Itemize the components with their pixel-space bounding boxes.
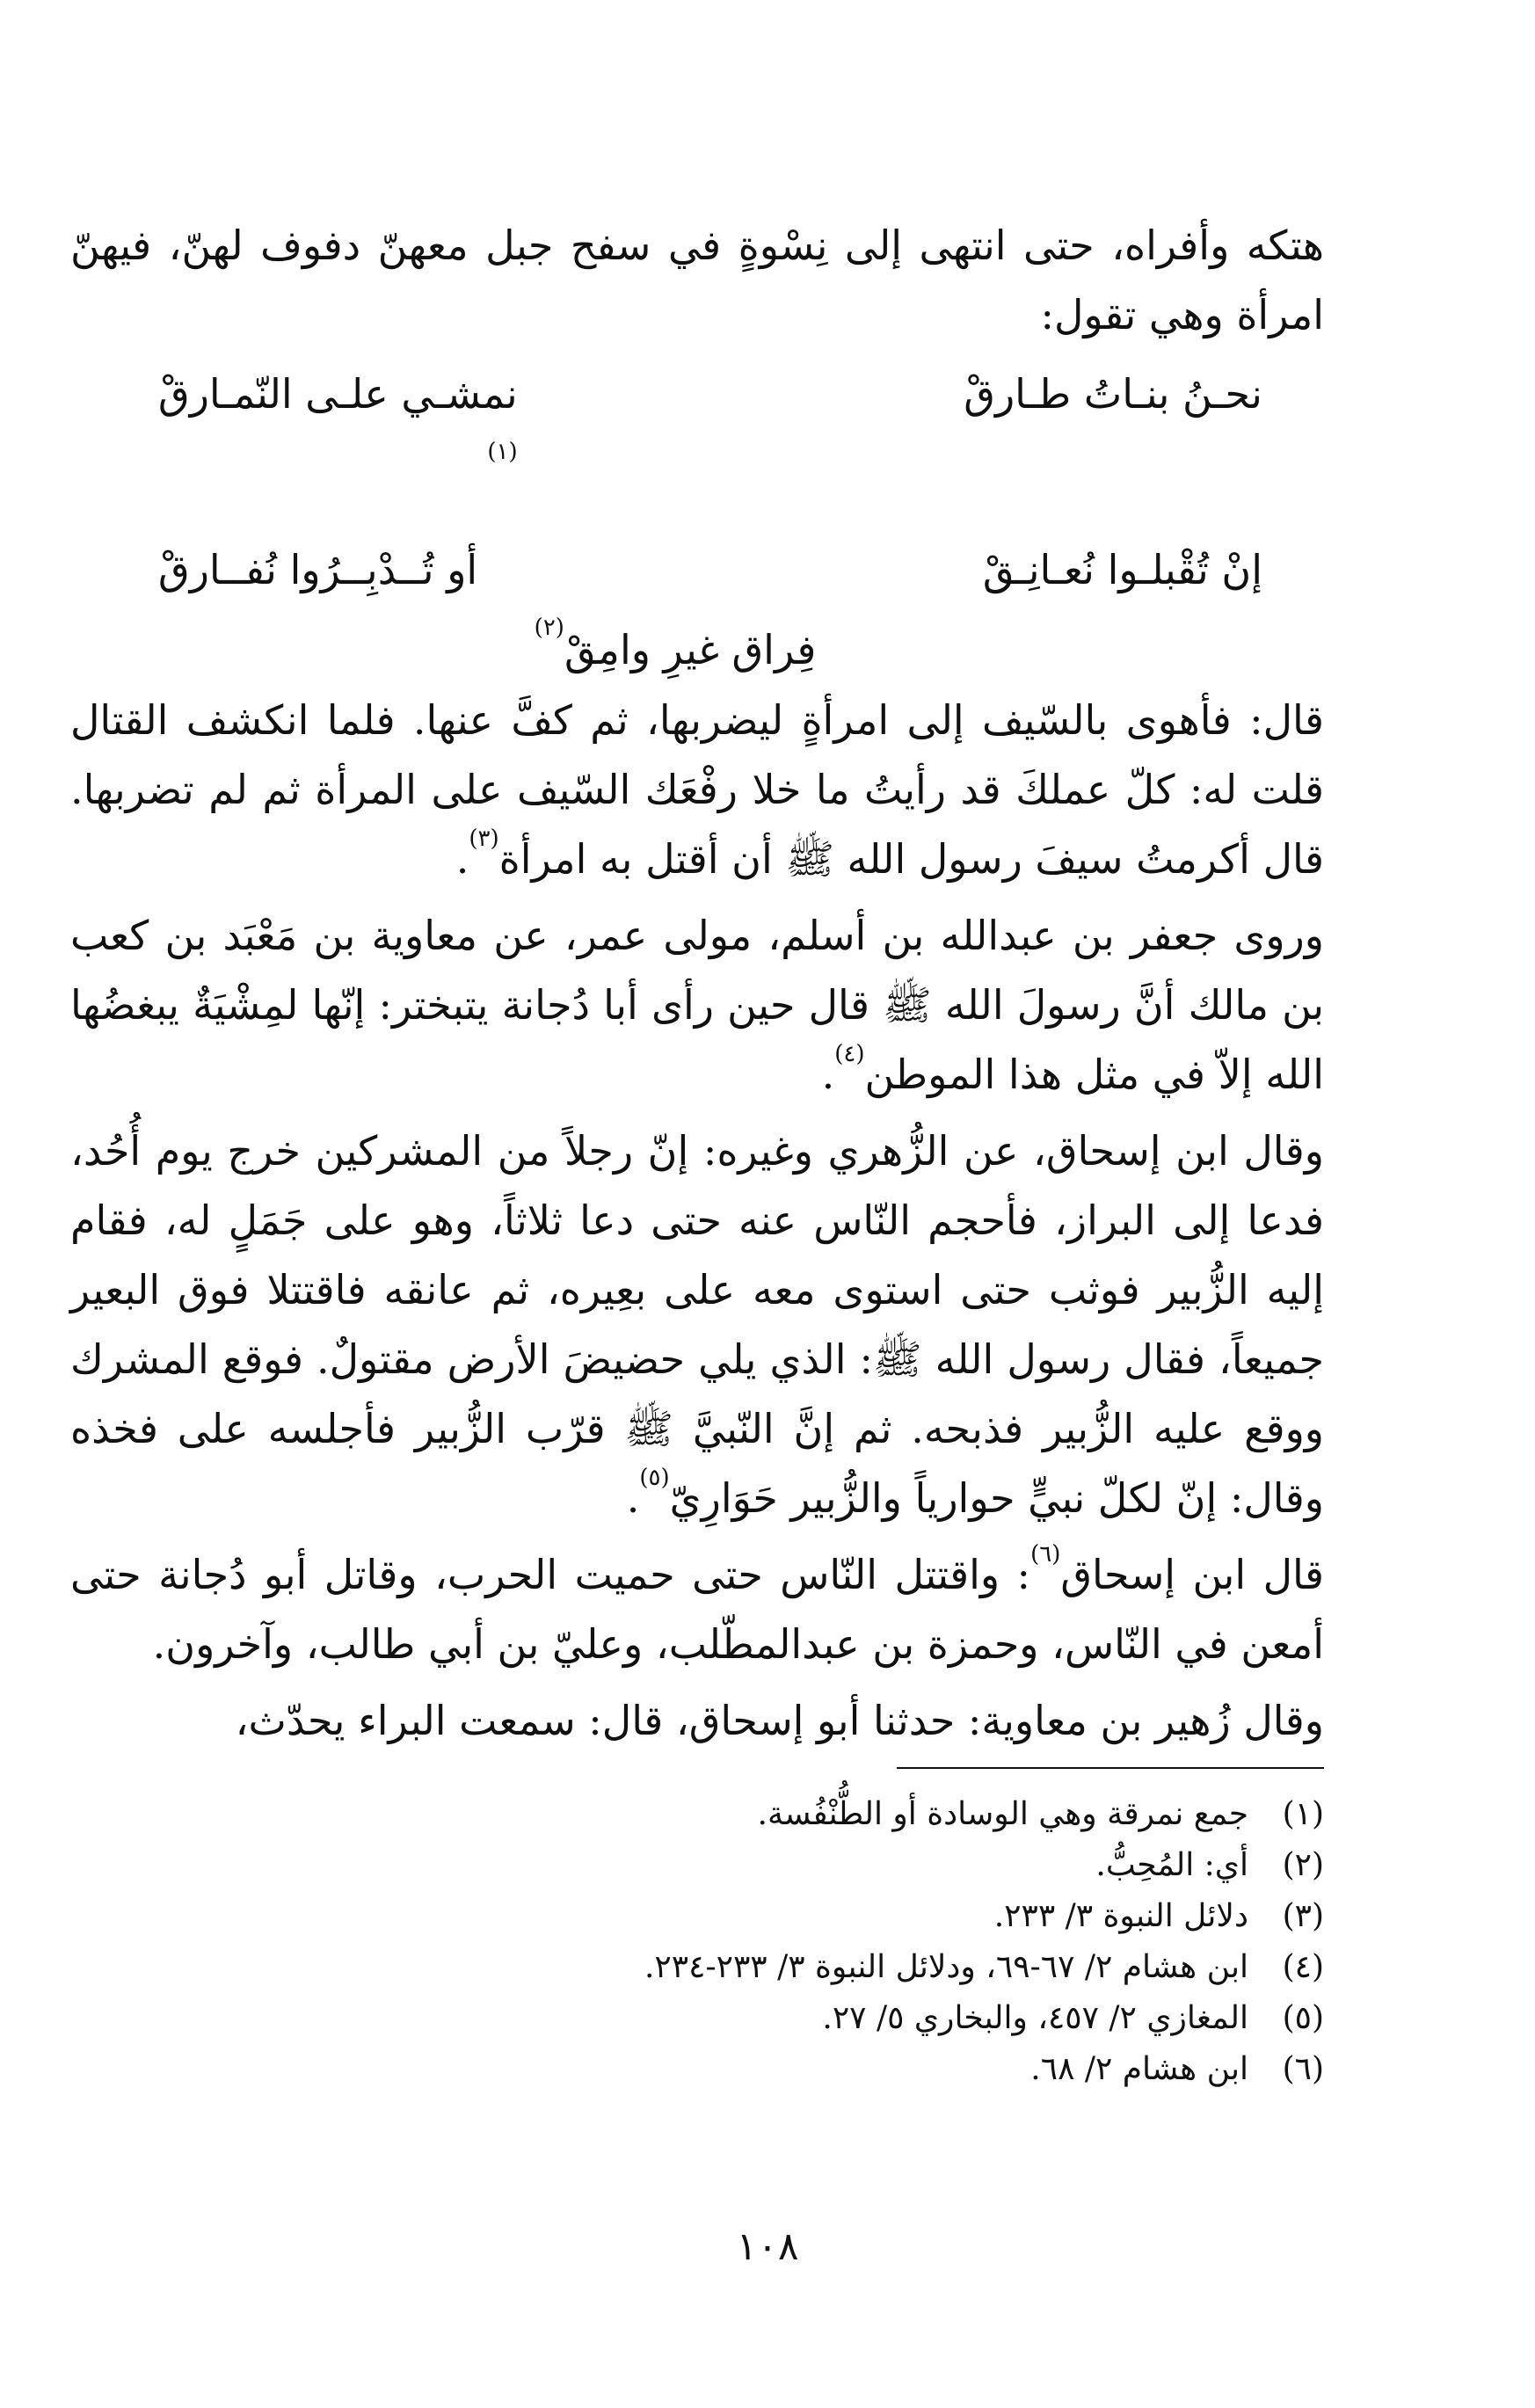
verse-tail-text: فِراق غيرِ وامِقْ (564, 626, 817, 673)
footnote-6 (264, 2044, 1324, 2095)
verse-line-1 (70, 350, 1324, 526)
footnote-3-number: (٣) (1282, 1898, 1324, 1934)
footnote-6-text: ابن هشام ٢/ ٦٨. (1030, 2051, 1248, 2087)
verse-1-right-text: نحـنُ بنـاتُ طـارقْ (964, 370, 1262, 418)
paragraph-2: قال: فأهوى بالسّيف إلى امرأةٍ ليضربها، ثم كفَّ عنها. فلما انكشف القتال قلت له: كلّ عملكَ قد رأيتُ ما خلا رفْعَك السّيف على المرأة ثم لم تضربها. قال أكرمتُ سيفَ رسول الله ﷺ أن أقتل به امرأة$^{(٣)}$. (70, 696, 1324, 883)
footnote-5 (264, 1993, 1324, 2044)
footnote-1-number: (١) (1282, 1796, 1324, 1832)
footnote-ref-2[interactable]: (٢) (534, 615, 564, 641)
paragraph-6-text: وقال زُهير بن معاوية: حدثنا أبو إسحاق، قال: سمعت البراء يحدّث، (235, 1697, 1324, 1744)
footnote-ref-1[interactable]: (١) (487, 439, 518, 465)
paragraph-4: وقال ابن إسحاق، عن الزُّهري وغيره: إنّ رجلاً من المشركين خرج يوم أُحُد، فدعا إلى البراز، فأحجم النّاس عنه حتى دعا ثلاثاً، وهو على جَمَلٍ له، فقام إليه الزُّبير فوثب حتى استوى معه على بعِيره، ثم عانقه فاقتتلا فوق البعير جميعاً، فقال رسول الله ﷺ: الذي يلي حضيضَ الأرض مقتولٌ. فوقع المشرك ووقع عليه الزُّبير فذبحه. ثم إنَّ النّبيَّ ﷺ قرّب الزُّبير فأجلسه على فخذه وقال: إنّ لكلّ نبيٍّ حوارياً والزُّبير حَوَارِيّ$^{(٥)}$. (70, 1127, 1324, 1522)
footnote-4 (264, 1942, 1324, 1993)
paragraph-1-text: هتكه وأفراه، حتى انتهى إلى نِسْوةٍ في سفح جبل معهنّ دفوف لهنّ، فيهنّ امرأة وهي تقول: (70, 222, 1324, 338)
footnote-separator (897, 1767, 1324, 1769)
paragraph-6 (70, 1686, 1324, 1756)
paragraph-3: وروى جعفر بن عبدالله بن أسلم، مولى عمر، عن معاوية بن مَعْبَد بن كعب بن مالك أنَّ رسولَ الله ﷺ قال حين رأى أبا دُجانة يتبختر: إنّها لمِشْيَةٌ يبغضُها الله إلاّ في مثل هذا الموطن$^{(٤)}$. (70, 912, 1324, 1098)
footnote-ref-5[interactable]: (٥) (639, 1465, 670, 1491)
footnote-2-number: (٢) (1282, 1847, 1324, 1883)
footnote-3 (264, 1891, 1324, 1942)
verse-line-2 (70, 526, 1324, 614)
footnote-2-text: أي: المُحِبُّ. (1095, 1847, 1248, 1883)
verse-1-left-hemistich (158, 350, 518, 526)
footnote-6-number: (٦) (1282, 2051, 1324, 2087)
footnote-2 (264, 1840, 1324, 1891)
verse-2-left-text: أو تُــدْبِــرُوا نُفــارقْ (158, 546, 478, 593)
footnote-1 (264, 1789, 1324, 1840)
verse-2-right-hemistich (983, 526, 1262, 614)
paragraph-1 (70, 211, 1324, 350)
verse-1-left-text: نمشـي علـى النّمـارقْ (158, 370, 518, 418)
footnote-5-number: (٥) (1282, 2000, 1324, 2036)
main-text (70, 211, 1324, 1756)
footnote-5-text: المغازي ٢/ ٤٥٧، والبخاري ٥/ ٢٧. (822, 2000, 1248, 2036)
paragraph-3-text: وروى جعفر بن عبدالله بن أسلم، مولى عمر، عن معاوية بن مَعْبَد بن كعب بن مالك أنَّ رسولَ الله ﷺ قال حين رأى أبا دُجانة يتبختر: إنّها لمِشْيَةٌ يبغضُها الله إلاّ في مثل هذا الموطن (70, 912, 1324, 1098)
footnote-3-text: دلائل النبوة ٣/ ٢٣٣. (993, 1898, 1248, 1934)
verse-tail (70, 614, 1324, 686)
paragraph-4-text: وقال ابن إسحاق، عن الزُّهري وغيره: إنّ رجلاً من المشركين خرج يوم أُحُد، فدعا إلى البراز، فأحجم النّاس عنه حتى دعا ثلاثاً، وهو على جَمَلٍ له، فقام إليه الزُّبير فوثب حتى استوى معه على بعِيره، ثم عانقه فاقتتلا فوق البعير جميعاً، فقال رسول الله ﷺ: الذي يلي حضيضَ الأرض مقتولٌ. فوقع المشرك ووقع عليه الزُّبير فذبحه. ثم إنَّ النّبيَّ ﷺ قرّب الزُّبير فأجلسه على فخذه وقال: إنّ لكلّ نبيٍّ حوارياً والزُّبير حَوَارِيّ (70, 1127, 1324, 1522)
footnote-ref-3[interactable]: (٣) (469, 826, 499, 852)
verse-1-right-hemistich (964, 350, 1262, 526)
paragraph-5-text-b: : واقتتل النّاس حتى حميت الحرب، وقاتل أبو دُجانة حتى أمعن في النّاس، وحمزة بن عبدالمطّلب، وعليّ بن أبي طالب، وآخرون. (70, 1551, 1324, 1668)
footnote-ref-6[interactable]: (٦) (1030, 1541, 1061, 1568)
footnote-1-text: جمع نمرقة وهي الوسادة أو الطُّنْفُسة. (757, 1796, 1248, 1832)
page-number: ١٠٨ (736, 2224, 799, 2269)
footnote-4-text: ابن هشام ٢/ ٦٧-٦٩، ودلائل النبوة ٣/ ٢٣٣-٢٣٤. (644, 1949, 1248, 1985)
footnotes (264, 1789, 1324, 2095)
paragraph-5-text-a: قال ابن إسحاق (1060, 1551, 1325, 1598)
verse-2-left-hemistich (158, 526, 477, 614)
footnote-ref-4[interactable]: (٤) (834, 1041, 865, 1067)
paragraph-5 (70, 1540, 1324, 1679)
footnote-4-number: (٤) (1282, 1949, 1324, 1985)
verse-2-right-text: إنْ تُقْبلـوا نُعـانِـقْ (982, 546, 1262, 593)
paragraph-2-text: قال: فأهوى بالسّيف إلى امرأةٍ ليضربها، ثم كفَّ عنها. فلما انكشف القتال قلت له: كلّ عملكَ قد رأيتُ ما خلا رفْعَك السّيف على المرأة ثم لم تضربها. قال أكرمتُ سيفَ رسول الله ﷺ أن أقتل به امرأة (70, 696, 1324, 883)
